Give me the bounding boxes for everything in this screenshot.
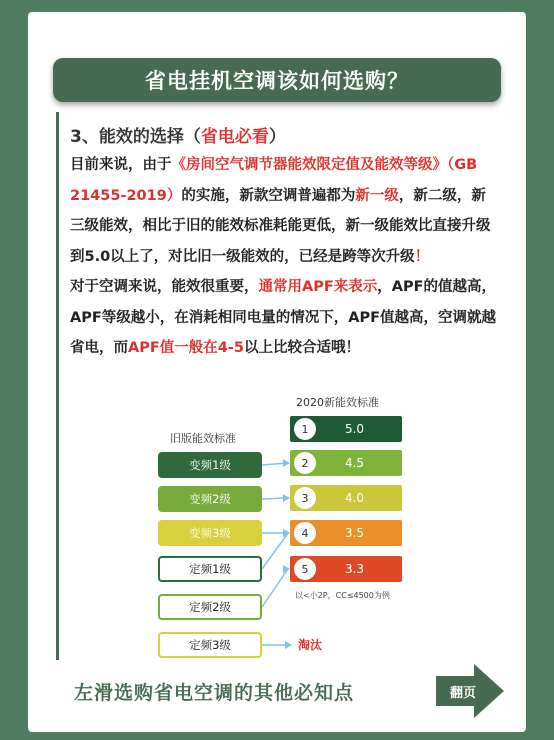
section-suffix: ） [268,127,286,147]
para1-exclaim: ！ [414,248,430,265]
old-level-6: 定频3级 [158,632,262,658]
new-level-apf-value: 3.5 [344,526,365,540]
para1-text-3: ，新二级，新三级能效，相比于旧的能效标准耗能更低，新一级能效比直接升级到5.0以上了，对比旧一级能效的，已经是跨等次升级 [70,187,491,265]
new-level-3 [290,485,402,511]
section-highlight: 省电必看 [200,127,269,147]
body-text [70,150,498,364]
old-level-1: 变频1级 [158,452,262,478]
new-level-5 [290,556,402,582]
mapping-arrow-5 [262,569,288,607]
next-page-label: 翻页 [450,686,477,701]
paragraph-2 [70,272,498,364]
next-page-button[interactable] [436,664,504,718]
old-level-5: 定频2级 [158,594,262,620]
page-title: 省电挂机空调该如何选购？ [53,58,501,102]
mapping-arrow-4 [262,533,288,569]
para1-text-1: 目前来说，由于 [70,157,172,173]
mapping-arrowhead-2 [283,494,290,502]
new-standard-title: 2020新能效标准 [296,396,379,409]
new-level-number: 3 [293,486,317,510]
eliminated-label: 淘汰 [298,638,323,652]
old-level-4: 定频1级 [158,556,262,582]
para2-highlight-1: 通常用APF来表示 [258,279,378,295]
para2-text-2: ，APF的值越高，APF等级越小，在消耗相同电量的情况下，APF值越高，空调就越省电，而 [70,279,497,356]
eliminate-arrowhead [285,641,292,649]
new-level-apf-value: 5.0 [344,422,365,436]
old-standard-title: 旧版能效标准 [170,432,236,445]
new-level-apf-value: 4.5 [344,456,365,470]
para2-text-1: 对于空调来说，能效很重要， [70,279,259,295]
energy-standard-figure [150,388,430,660]
section-heading [70,122,286,147]
para1-text-2: 的实施，新款空调普遍都为 [181,187,356,204]
new-level-number: 1 [293,417,317,441]
mapping-arrowhead-1 [283,459,290,467]
new-level-apf-value: 4.0 [344,491,365,505]
new-level-4 [290,520,402,546]
old-level-2: 变频2级 [158,486,262,512]
new-level-1 [290,416,402,442]
new-level-2 [290,450,402,476]
footer-text: 左滑选购省电空调的其他必知点 [74,682,355,704]
new-level-apf-value: 3.3 [344,562,365,576]
new-level-number: 2 [293,451,317,475]
old-level-3: 变频3级 [158,520,262,546]
para1-highlight: 新一级 [355,187,399,204]
para1-standard-name: 《房间空气调节器能效限定值及能效等级》（GB 21455-2019） [70,157,478,204]
section-prefix: 3、能效的选择（ [70,127,201,147]
para2-highlight-2: APF值一般在4-5 [128,340,244,356]
figure-note: 以<小2P，CC≤4500为例 [295,591,390,600]
accent-line [56,112,59,660]
paragraph-1 [70,150,498,272]
new-level-number: 4 [293,521,317,545]
para2-text-3: 以上比较合适哦！ [243,340,360,356]
new-level-number: 5 [293,557,317,581]
